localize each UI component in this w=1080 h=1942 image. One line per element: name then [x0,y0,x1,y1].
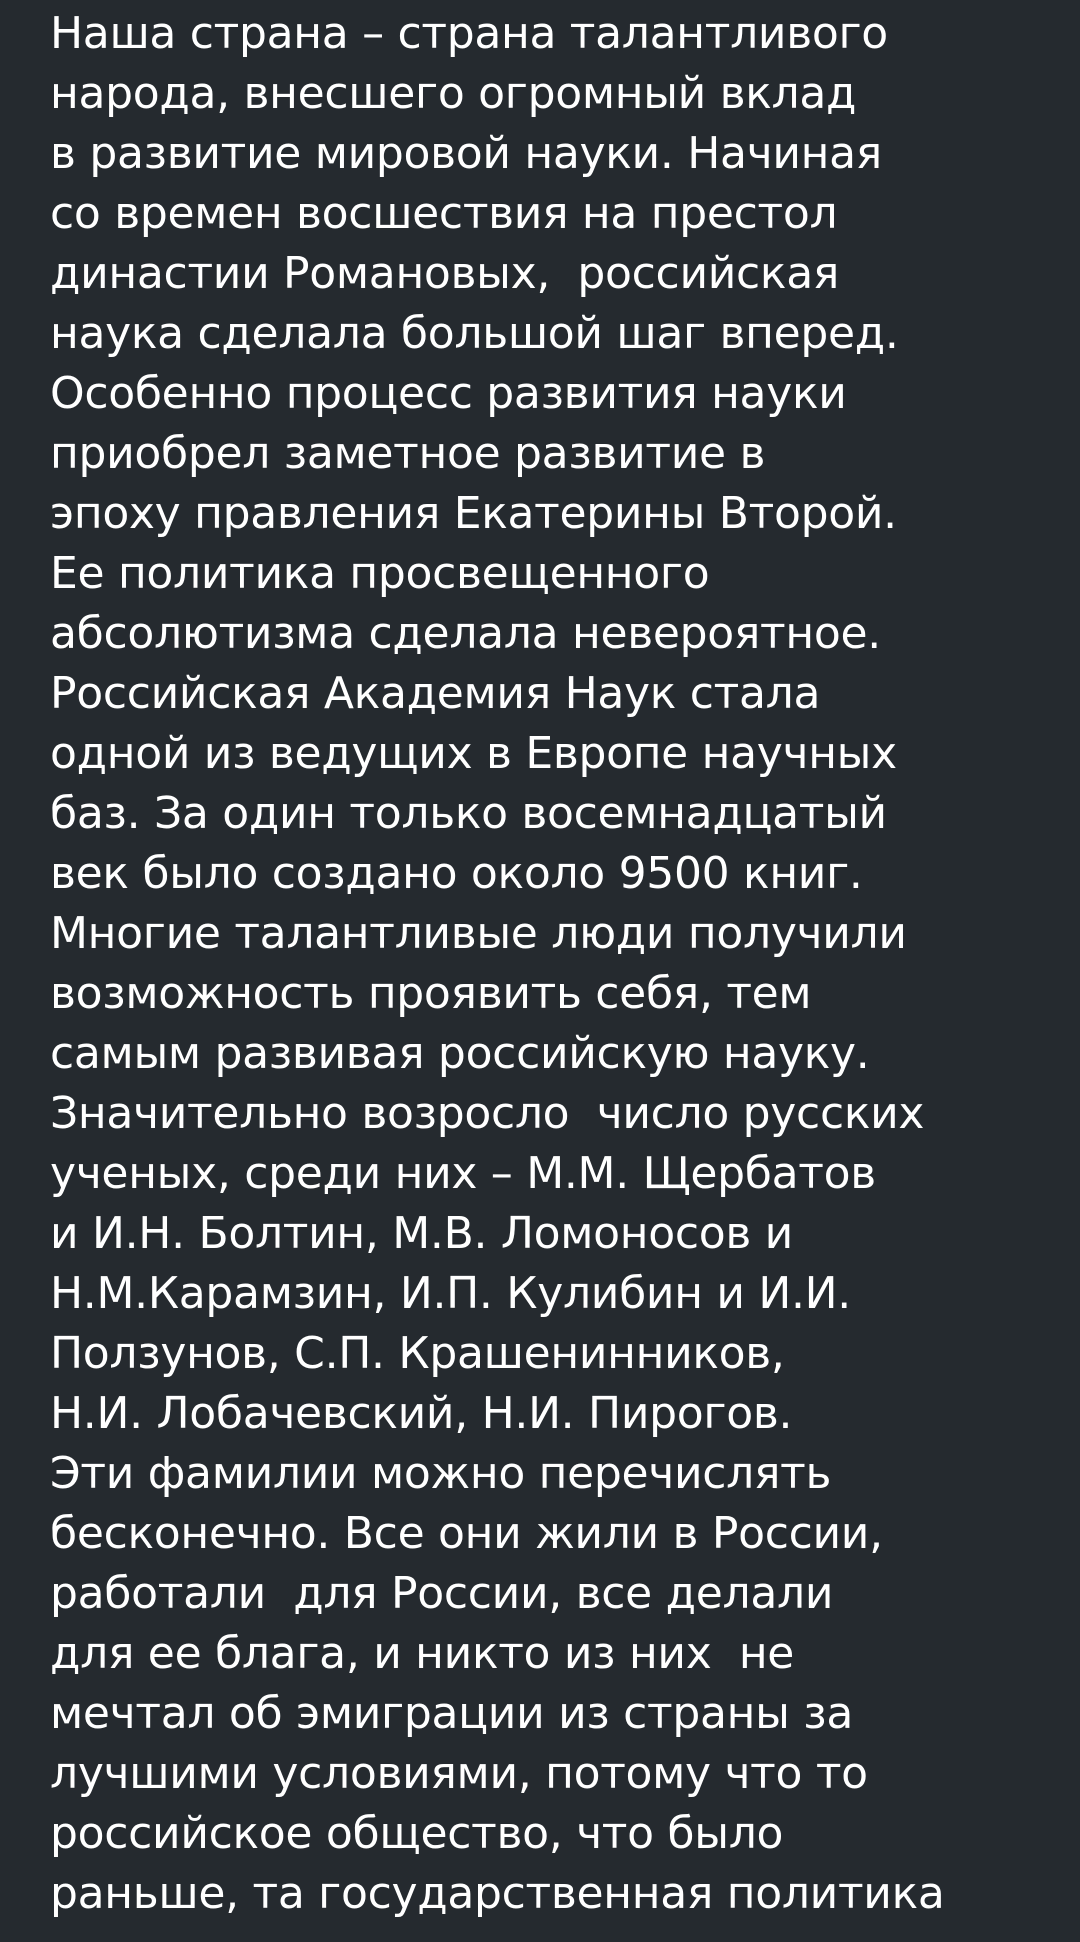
text-line: баз. За один только восемнадцатый [50,788,887,839]
text-line: Значительно возросло число русских [50,1088,925,1139]
text-line: абсолютизма сделала невероятное. [50,608,881,659]
text-line: раньше, та государственная политика [50,1868,945,1919]
text-line: работали для России, все делали [50,1568,834,1619]
text-line: ученых, среди них – М.М. Щербатов [50,1148,876,1199]
text-line: Особенно процесс развития науки [50,368,847,419]
text-line: эпоху правления Екатерины Второй. [50,488,897,539]
text-line: Ее политика просвещенного [50,548,710,599]
text-line: возможность проявить себя, тем [50,968,812,1019]
text-line: самым развивая российскую науку. [50,1028,870,1079]
text-line: мечтал об эмиграции из страны за [50,1688,854,1739]
text-line: в развитие мировой науки. Начиная [50,128,882,179]
text-line: династии Романовых, российская [50,248,840,299]
text-line: Российская Академия Наук стала [50,668,821,719]
text-line: век было создано около 9500 книг. [50,848,863,899]
text-line: Наша страна – страна талантливого [50,8,888,59]
text-line: для ее блага, и никто из них не [50,1628,795,1679]
text-line: со времен восшествия на престол [50,188,838,239]
text-line: лучшими условиями, потому что то [50,1748,868,1799]
text-line: Многие талантливые люди получили [50,908,907,959]
text-line: бесконечно. Все они жили в России, [50,1508,883,1559]
text-line: одной из ведущих в Европе научных [50,728,897,779]
text-line: Н.М.Карамзин, И.П. Кулибин и И.И. [50,1268,851,1319]
text-line: Н.И. Лобачевский, Н.И. Пирогов. [50,1388,793,1439]
text-line: и И.Н. Болтин, М.В. Ломоносов и [50,1208,793,1259]
text-line: наука сделала большой шаг вперед. [50,308,899,359]
text-line: приобрел заметное развитие в [50,428,766,479]
cut-off-line [50,1918,1080,1942]
text-line: Ползунов, С.П. Крашенинников, [50,1328,785,1379]
document-text [50,4,1080,1924]
text-line: народа, внесшего огромный вклад [50,68,857,119]
text-line: Эти фамилии можно перечислять [50,1448,832,1499]
text-line: российское общество, что было [50,1808,784,1859]
